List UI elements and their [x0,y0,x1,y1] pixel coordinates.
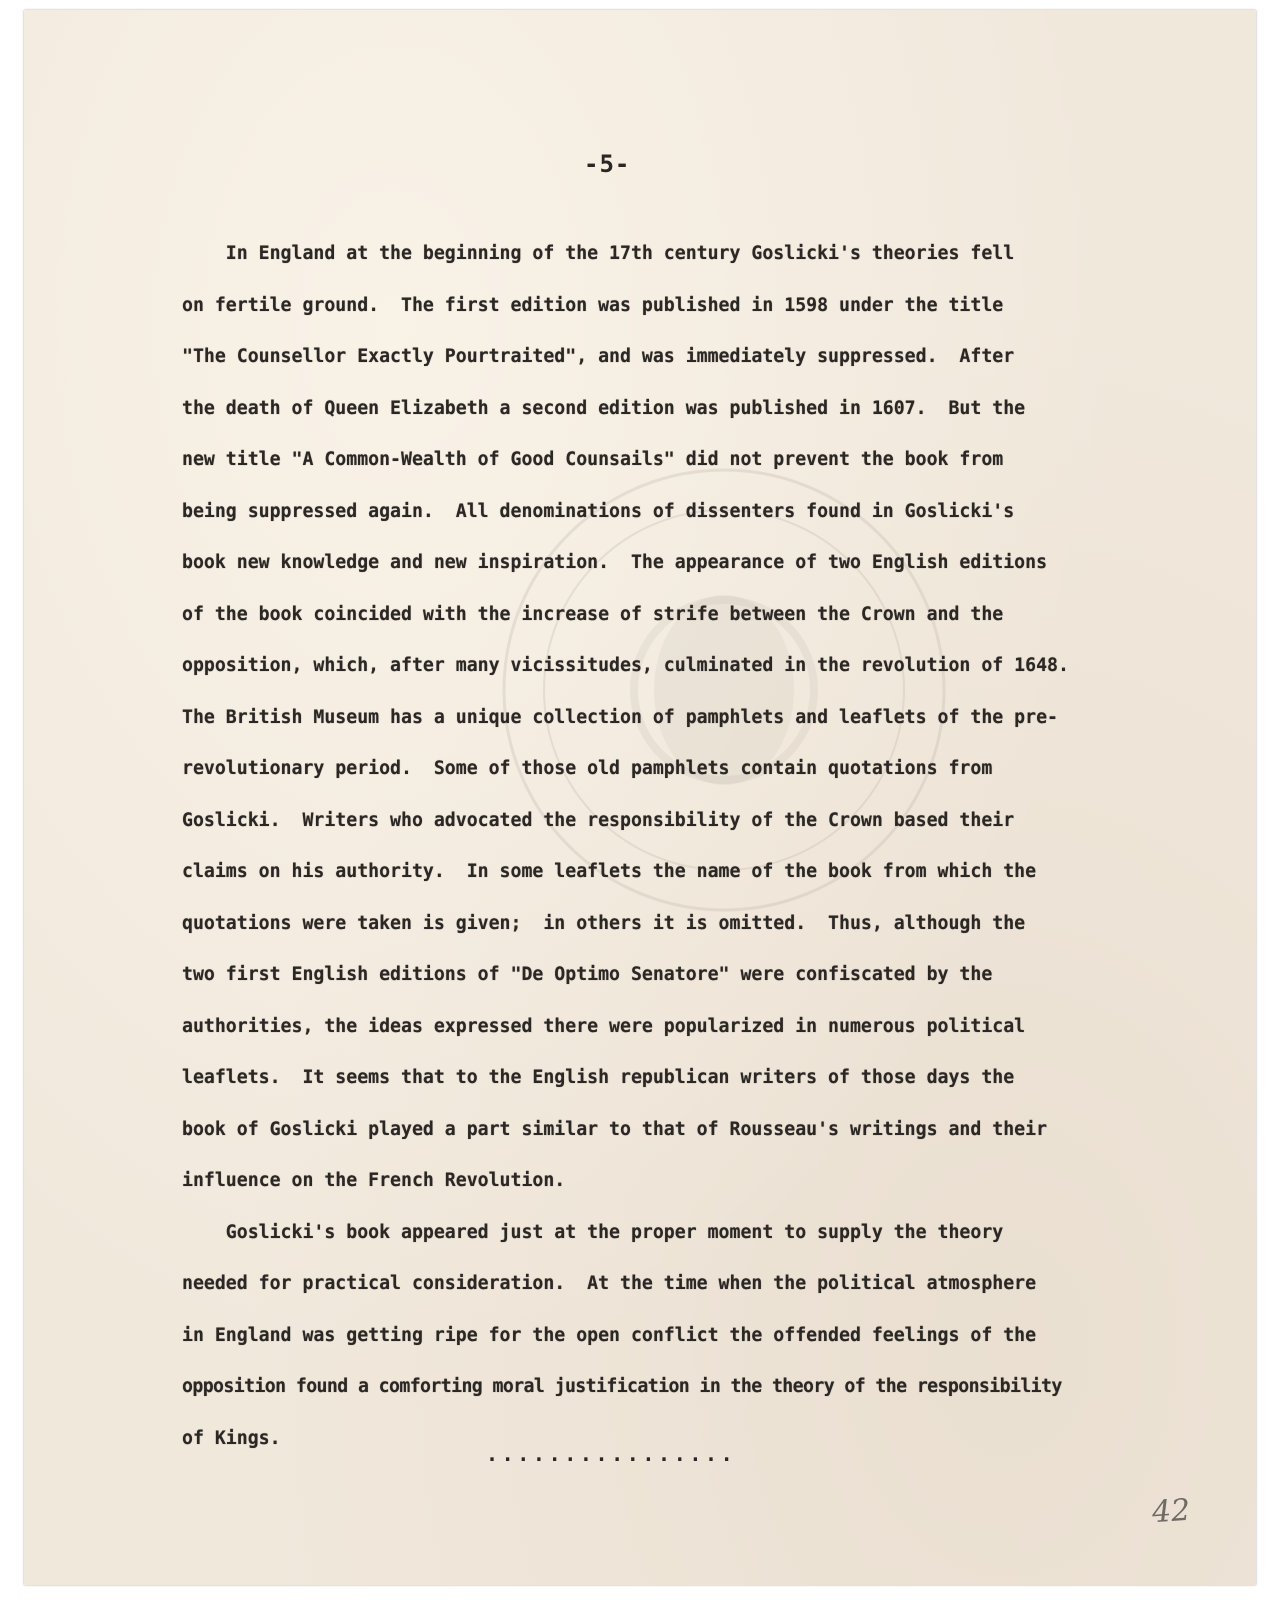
text-line: influence on the French Revolution. [182,1170,566,1191]
text-line: of the book coincided with the increase of strife between the Crown and the [182,603,1004,625]
text-line: In England at the beginning of the 17th century Goslicki's theories fell [182,243,1015,264]
text-line: being suppressed again. All denominations of dissenters found in Goslicki's [182,500,1015,522]
text-line: opposition, which, after many vicissitudes, culminated in the revolution of 1648. [182,655,1069,676]
text-line: two first English editions of "De Optimo Senatore" were confiscated by the [182,964,993,985]
text-line: book of Goslicki played a part similar to that of Rousseau's writings and their [182,1118,1048,1140]
text-line: in England was getting ripe for the open conflict the offended feelings of the [182,1324,1037,1346]
text-line: on fertile ground. The first edition was published in 1598 under the title [182,294,1004,316]
section-separator: ................ [486,1442,737,1466]
handwritten-archive-number: 42 [1150,1492,1192,1531]
document-page [24,10,1256,1585]
text-line: authorities, the ideas expressed there were popularized in numerous political [182,1015,1026,1037]
document-body [182,228,1272,1464]
text-line: new title "A Common-Wealth of Good Counsails" did not prevent the book from [182,449,1004,470]
text-line: the death of Queen Elizabeth a second edition was published in 1607. But the [182,397,1026,419]
text-line: opposition found a comforting moral justification in the theory of the responsibility [182,1376,1062,1397]
text-line: revolutionary period. Some of those old pamphlets contain quotations from [182,758,993,779]
text-line: quotations were taken is given; in others it is omitted. Thus, although the [182,912,1026,934]
page-number: -5- [584,150,631,178]
text-line: leaflets. It seems that to the English republican writers of those days the [182,1067,1015,1088]
text-line: "The Counsellor Exactly Pourtraited", and was immediately suppressed. After [182,346,1015,367]
text-line: claims on his authority. In some leaflets the name of the book from which the [182,861,1037,882]
text-line: book new knowledge and new inspiration. The appearance of two English editions [182,552,1048,573]
text-line: needed for practical consideration. At the time when the political atmosphere [182,1273,1037,1294]
text-line: of Kings. [182,1427,281,1449]
text-line: The British Museum has a unique collection of pamphlets and leaflets of the pre- [182,706,1058,728]
text-line: Goslicki. Writers who advocated the responsibility of the Crown based their [182,809,1015,831]
text-line: Goslicki's book appeared just at the proper moment to supply the theory [182,1221,1004,1243]
